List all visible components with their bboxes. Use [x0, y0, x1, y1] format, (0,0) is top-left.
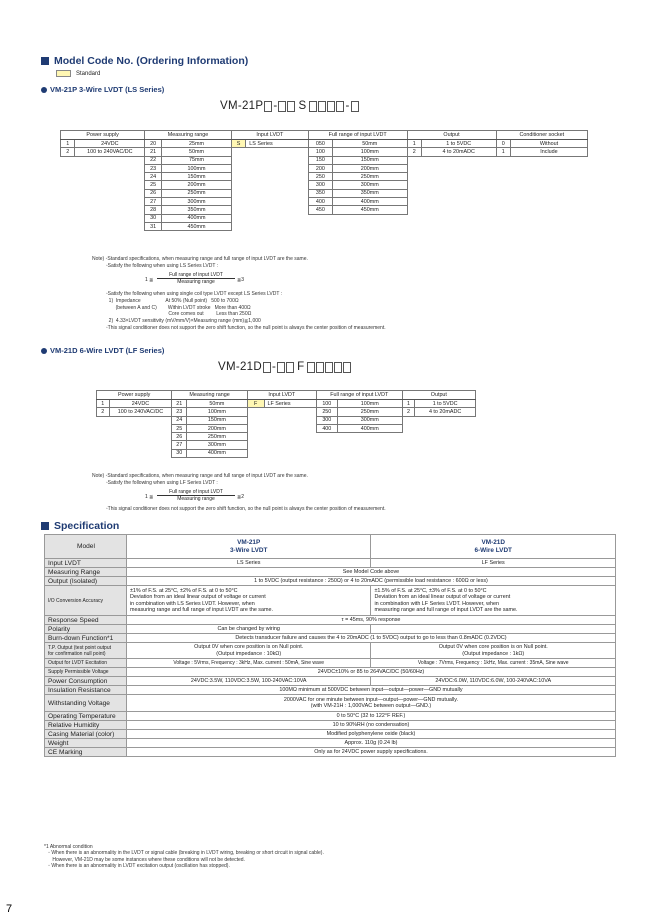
table-cell: 450mm — [332, 206, 407, 214]
table-cell — [421, 214, 496, 222]
table-cell — [231, 181, 245, 189]
table-cell — [231, 164, 245, 172]
spec-row-weight: Weight Approx. 110g (0.24 lb) — [45, 739, 616, 748]
circle-bullet-icon — [41, 87, 47, 93]
table-cell: 200mm — [332, 164, 407, 172]
table-cell — [421, 198, 496, 206]
spec-row-withstanding: Withstanding Voltage 2000VAC for one minute between input—output—power—GND mutually. (with VM-21H : 1,000VAC between output—GND.) — [45, 695, 616, 712]
table-cell: 200 — [308, 164, 332, 172]
table-cell — [510, 173, 587, 181]
table-row — [61, 189, 588, 197]
table-cell — [246, 222, 309, 230]
table-cell — [231, 156, 245, 164]
spec-head-vm21p: VM-21P 3-Wire LVDT — [126, 535, 371, 559]
table-cell — [231, 189, 245, 197]
table-cell: 250 — [316, 408, 337, 416]
table-cell: 1 — [402, 400, 415, 408]
table-cell — [247, 416, 264, 424]
table-header-cell: Power supply — [61, 131, 145, 140]
table-cell — [75, 214, 145, 222]
table-cell: Without — [510, 140, 587, 148]
table-cell — [246, 206, 309, 214]
table-cell — [407, 189, 421, 197]
table-cell — [510, 222, 587, 230]
table-cell: 400mm — [337, 424, 402, 432]
table-cell: 400 — [308, 198, 332, 206]
spec-row-excitation: Output for LVDT Excitation Voltage : 5Vrms, Frequency : 3kHz, Max. current : 50mA, Sine wave Voltage : 7Vrms, Frequency : 1kHz, Max. current : 35mA, Sine wave — [45, 659, 616, 668]
table-cell: 1 to 5VDC — [421, 140, 496, 148]
lf-notes-a: Note) ◦Standard specifications, when measuring range and full range of input LVDT are the same. ◦Satisfy the following when using LF Series LVDT : — [92, 473, 308, 486]
table-cell — [407, 173, 421, 181]
table-row — [97, 441, 476, 449]
spec-model-label: Model — [45, 535, 127, 559]
table-cell — [402, 433, 415, 441]
table-cell — [510, 164, 587, 172]
table-cell: 400mm — [187, 449, 248, 457]
table-row — [61, 181, 588, 189]
standard-swatch-icon — [56, 70, 71, 77]
table-cell: LF Series — [264, 400, 316, 408]
spec-row-ce: CE Marking Only as for 24VDC power supply specifications. — [45, 748, 616, 757]
table-cell: 450mm — [162, 222, 232, 230]
table-cell: 27 — [145, 198, 162, 206]
table-header-cell: Conditioner socket — [496, 131, 587, 140]
table-cell — [496, 214, 510, 222]
lf-heading: VM-21D 6-Wire LVDT (LF Series) — [41, 346, 164, 355]
table-cell — [61, 198, 75, 206]
table-row — [97, 424, 476, 432]
lf-code-pattern: VM-21D - F — [218, 361, 351, 373]
table-cell — [421, 189, 496, 197]
table-cell — [231, 148, 245, 156]
spec-row-accuracy: I/O Conversion Accuracy ±1% of F.S. at 25°C, ±2% of F.S. at 0 to 50°C Deviation from an ideal linear output of voltage or current in combination with LS Series LVDT. However, when measuring range and full range of input LVDT are the same. ±1.5% of F.S. at 25°C, ±3% of F.S. at 0 to 50°C Deviation from an ideal linear output of voltage or current in combination with LF Series LVDT. However, when measuring range and full range of input LVDT are the same. — [45, 586, 616, 616]
table-cell — [61, 222, 75, 230]
table-cell: 25 — [145, 181, 162, 189]
table-cell — [407, 214, 421, 222]
table-cell — [337, 433, 402, 441]
table-cell: 250mm — [187, 433, 248, 441]
table-cell — [402, 424, 415, 432]
table-row — [61, 222, 588, 230]
table-row — [61, 164, 588, 172]
table-cell — [231, 206, 245, 214]
table-cell: 150mm — [187, 416, 248, 424]
table-cell: 2 — [407, 148, 421, 156]
section-title-model-code — [41, 55, 248, 67]
table-cell — [246, 181, 309, 189]
table-cell — [75, 222, 145, 230]
table-cell: 50mm — [187, 400, 248, 408]
table-cell: 24 — [145, 173, 162, 181]
table-cell — [316, 433, 337, 441]
table-cell: 2 — [61, 148, 75, 156]
table-cell: 200mm — [187, 424, 248, 432]
table-cell — [231, 198, 245, 206]
table-cell — [75, 181, 145, 189]
table-cell: 26 — [172, 433, 187, 441]
square-bullet-icon — [41, 57, 49, 65]
table-cell: 22 — [145, 156, 162, 164]
table-cell: 27 — [172, 441, 187, 449]
table-cell: 75mm — [162, 156, 232, 164]
table-cell — [316, 449, 337, 457]
table-cell — [97, 433, 110, 441]
table-row — [97, 408, 476, 416]
spec-row-temperature: Operating Temperature 0 to 50°C (32 to 122°F REF.) — [45, 712, 616, 721]
table-cell — [415, 416, 476, 424]
table-cell: 050 — [308, 140, 332, 148]
table-cell: 100 — [308, 148, 332, 156]
table-cell — [264, 416, 316, 424]
table-cell — [97, 449, 110, 457]
table-cell: 450 — [308, 206, 332, 214]
table-cell — [264, 433, 316, 441]
table-cell: 150 — [308, 156, 332, 164]
table-cell — [247, 408, 264, 416]
table-cell: 4 to 20mADC — [421, 148, 496, 156]
table-cell: 23 — [172, 408, 187, 416]
table-cell — [246, 214, 309, 222]
table-row — [97, 400, 476, 408]
table-cell — [231, 222, 245, 230]
table-cell: 4 to 20mADC — [415, 408, 476, 416]
table-cell: 30 — [145, 214, 162, 222]
legend-label: Standard — [76, 70, 101, 77]
table-cell — [496, 198, 510, 206]
ls-notes-b: ◦Satisfy the following when using single coil type LVDT except LS Series LVDT : 1) Impedance At 50% (Null point) 500 to 700Ω (between A and C) Within LVDT stroke More than 400Ω Core comes out Less than 250Ω 2) 4.33×LVDT sensitivity (mV/mm/V)×Measuring range (mm)≧1,000 ◦This signal conditioner does not support the zero shift function, so the null point is always the center position of measurement. — [105, 291, 386, 331]
table-cell: 200mm — [162, 181, 232, 189]
table-cell: 350mm — [332, 189, 407, 197]
spec-head-vm21d: VM-21D 6-Wire LVDT — [371, 535, 616, 559]
table-header-cell: Full range of input LVDT — [308, 131, 407, 140]
spec-table — [44, 534, 616, 757]
table-cell — [496, 206, 510, 214]
table-cell — [75, 173, 145, 181]
spec-row-response: Response Speed τ = 45ms, 90% response — [45, 616, 616, 625]
table-cell — [332, 214, 407, 222]
model-code-title: Model Code No. (Ordering Information) — [54, 55, 249, 67]
table-cell — [332, 222, 407, 230]
table-cell — [246, 156, 309, 164]
spec-row-input-lvdt: Input LVDT LS Series LF Series — [45, 559, 616, 568]
table-cell — [246, 173, 309, 181]
table-row — [61, 156, 588, 164]
table-cell: 300 — [308, 181, 332, 189]
table-cell — [510, 206, 587, 214]
table-cell — [247, 424, 264, 432]
ls-notes-a: Note) ◦Standard specifications, when measuring range and full range of input LVDT are the same. ◦Satisfy the following when using LS Series LVDT : — [92, 256, 308, 269]
table-cell: 50mm — [162, 148, 232, 156]
table-cell: 24VDC — [109, 400, 172, 408]
table-cell: 350mm — [162, 206, 232, 214]
table-row — [61, 173, 588, 181]
table-cell: 300mm — [332, 181, 407, 189]
table-cell — [61, 206, 75, 214]
table-cell — [75, 189, 145, 197]
table-cell — [510, 198, 587, 206]
table-header-cell: Input LVDT — [247, 391, 316, 400]
ls-model-code-table — [60, 130, 588, 231]
table-cell: 100mm — [162, 164, 232, 172]
table-cell: 100 to 240VAC/DC — [109, 408, 172, 416]
table-cell — [264, 424, 316, 432]
table-cell — [97, 416, 110, 424]
table-row — [97, 416, 476, 424]
table-cell — [109, 449, 172, 457]
table-cell — [496, 164, 510, 172]
table-cell: F — [247, 400, 264, 408]
table-cell — [264, 449, 316, 457]
spec-row-casing: Casing Material (color) Modified polyphenylene oxide (black) — [45, 730, 616, 739]
lf-notes-b: ◦This signal conditioner does not support the zero shift function, so the null point is always the center position of measurement. — [92, 506, 386, 512]
table-cell: 23 — [145, 164, 162, 172]
table-cell — [308, 222, 332, 230]
table-cell: 2 — [402, 408, 415, 416]
table-cell — [264, 441, 316, 449]
table-cell: 250mm — [332, 173, 407, 181]
circle-bullet-icon — [41, 348, 47, 354]
table-cell: 1 — [407, 140, 421, 148]
table-cell — [415, 433, 476, 441]
lf-model-code-table — [96, 390, 476, 458]
table-cell — [407, 198, 421, 206]
table-cell — [496, 181, 510, 189]
table-cell: 350 — [308, 189, 332, 197]
table-cell: 1 to 5VDC — [415, 400, 476, 408]
table-cell — [97, 424, 110, 432]
spec-row-burnout: Burn-down Function*1 Detects transducer failure and causes the 4 to 20mADC (1 to 5VDC) output to go to less than 0.8mADC (0.2VDC) — [45, 634, 616, 643]
table-cell — [415, 424, 476, 432]
table-cell: 31 — [145, 222, 162, 230]
table-cell — [308, 214, 332, 222]
table-cell — [61, 214, 75, 222]
table-cell — [97, 441, 110, 449]
table-cell — [421, 222, 496, 230]
table-cell: 400mm — [332, 198, 407, 206]
table-cell — [510, 156, 587, 164]
table-cell — [75, 156, 145, 164]
table-cell — [407, 181, 421, 189]
table-cell: 250mm — [162, 189, 232, 197]
table-header-cell: Output — [407, 131, 496, 140]
spec-row-measuring-range: Measuring Range See Model Code above — [45, 568, 616, 577]
table-cell: 250mm — [337, 408, 402, 416]
table-cell: 100mm — [332, 148, 407, 156]
table-cell: 24 — [172, 416, 187, 424]
table-cell — [407, 222, 421, 230]
table-cell — [337, 449, 402, 457]
table-cell: 1 — [97, 400, 110, 408]
table-cell: 100mm — [337, 400, 402, 408]
table-cell: 25mm — [162, 140, 232, 148]
spec-row-humidity: Relative Humidity 10 to 90%RH (no condensation) — [45, 721, 616, 730]
table-cell: 150mm — [162, 173, 232, 181]
square-bullet-icon — [41, 522, 49, 530]
table-cell: Include — [510, 148, 587, 156]
section-title-specification — [41, 520, 119, 532]
table-cell — [247, 441, 264, 449]
table-cell — [407, 156, 421, 164]
table-cell: LS Series — [246, 140, 309, 148]
table-cell — [247, 433, 264, 441]
table-cell: S — [231, 140, 245, 148]
table-cell — [402, 441, 415, 449]
table-cell — [407, 164, 421, 172]
ls-heading: VM-21P 3-Wire LVDT (LS Series) — [41, 85, 164, 94]
table-cell: 50mm — [332, 140, 407, 148]
table-header-cell: Measuring range — [172, 391, 247, 400]
table-cell: 100 to 240VAC/DC — [75, 148, 145, 156]
table-cell — [496, 173, 510, 181]
table-row — [61, 198, 588, 206]
table-cell: 2 — [97, 408, 110, 416]
table-cell — [421, 181, 496, 189]
table-cell — [421, 206, 496, 214]
page-number: 7 — [6, 903, 13, 915]
spec-row-output: Output (Isolated) 1 to 5VDC (output resistance : 250Ω) or 4 to 20mADC (permissible load resistance : 600Ω or less) — [45, 577, 616, 586]
table-cell — [109, 433, 172, 441]
spec-row-insulation: Insulation Resistance 100MΩ minimum at 500VDC between input—output—power—GND mutually — [45, 686, 616, 695]
table-cell — [510, 181, 587, 189]
table-cell: 100mm — [187, 408, 248, 416]
table-cell: 250 — [308, 173, 332, 181]
table-cell — [109, 424, 172, 432]
table-header-cell: Full range of input LVDT — [316, 391, 402, 400]
table-row — [61, 148, 588, 156]
table-cell — [246, 164, 309, 172]
table-cell — [496, 189, 510, 197]
spec-row-polarity: Polarity Can be changed by wiring — [45, 625, 616, 634]
table-cell — [231, 173, 245, 181]
table-cell: 300mm — [162, 198, 232, 206]
table-cell — [61, 189, 75, 197]
table-cell — [75, 164, 145, 172]
table-cell — [61, 164, 75, 172]
table-row — [97, 433, 476, 441]
table-cell: 100 — [316, 400, 337, 408]
table-cell — [109, 441, 172, 449]
table-cell: 0 — [496, 140, 510, 148]
table-cell — [510, 214, 587, 222]
table-cell: 300mm — [187, 441, 248, 449]
table-cell: 30 — [172, 449, 187, 457]
table-row — [61, 214, 588, 222]
table-cell: 24VDC — [75, 140, 145, 148]
table-cell — [61, 173, 75, 181]
table-cell — [510, 189, 587, 197]
table-cell: 26 — [145, 189, 162, 197]
spec-footnote: *1 Abnormal condition ◦ When there is an abnormality in the LVDT or signal cable (breaking in LVDT wiring, breaking or short circuit in signal cable). However, VM-21D may be some instances where these conditions will not be detected. ◦ When there is an abnormality in LVDT excitation output (oscillation has stopped). — [44, 844, 324, 870]
table-cell — [264, 408, 316, 416]
table-row — [97, 449, 476, 457]
table-cell: 21 — [145, 148, 162, 156]
table-cell — [61, 156, 75, 164]
table-header-cell: Input LVDT — [231, 131, 308, 140]
table-cell — [247, 449, 264, 457]
table-cell: 21 — [172, 400, 187, 408]
table-header-cell: Measuring range — [145, 131, 232, 140]
table-cell — [75, 206, 145, 214]
table-cell — [402, 449, 415, 457]
table-header-cell: Output — [402, 391, 475, 400]
table-cell — [231, 214, 245, 222]
spec-row-supply: Supply Permissible Voltage 24VDC±10% or 85 to 264VAC/DC (50/60Hz) — [45, 668, 616, 677]
table-cell: 20 — [145, 140, 162, 148]
table-cell — [246, 189, 309, 197]
table-cell — [109, 416, 172, 424]
table-cell: 28 — [145, 206, 162, 214]
table-cell — [316, 441, 337, 449]
table-cell — [246, 148, 309, 156]
table-cell — [75, 198, 145, 206]
table-cell — [421, 164, 496, 172]
table-cell: 25 — [172, 424, 187, 432]
table-cell: 400mm — [162, 214, 232, 222]
table-cell — [496, 156, 510, 164]
table-cell — [337, 441, 402, 449]
table-cell: 400 — [316, 424, 337, 432]
ls-code-pattern: VM-21P - S - — [220, 100, 359, 112]
table-header-cell: Power supply — [97, 391, 172, 400]
table-cell: 1 — [496, 148, 510, 156]
table-cell — [421, 173, 496, 181]
spec-title: Specification — [54, 520, 120, 532]
table-cell — [415, 441, 476, 449]
table-row — [61, 140, 588, 148]
table-cell — [61, 181, 75, 189]
table-cell — [496, 222, 510, 230]
spec-row-tp-output: T.P. Output (test point output for confirmation null point) Output 0V when core position is on Null point. (Output impedance : 10kΩ) Output 0V when core position is on Null point. (Output impedance : 1kΩ) — [45, 643, 616, 659]
table-cell: 300mm — [337, 416, 402, 424]
spec-row-power: Power Consumption 24VDC:3.5W, 110VDC:3.5W, 100-240VAC:10VA 24VDC:6.0W, 110VDC:6.0W, 100-240VAC:10VA — [45, 677, 616, 686]
table-row — [61, 206, 588, 214]
table-cell: 300 — [316, 416, 337, 424]
table-cell — [407, 206, 421, 214]
table-cell — [246, 198, 309, 206]
table-cell — [421, 156, 496, 164]
table-cell — [415, 449, 476, 457]
table-cell: 150mm — [332, 156, 407, 164]
legend — [56, 70, 100, 77]
table-cell: 1 — [61, 140, 75, 148]
table-cell — [402, 416, 415, 424]
